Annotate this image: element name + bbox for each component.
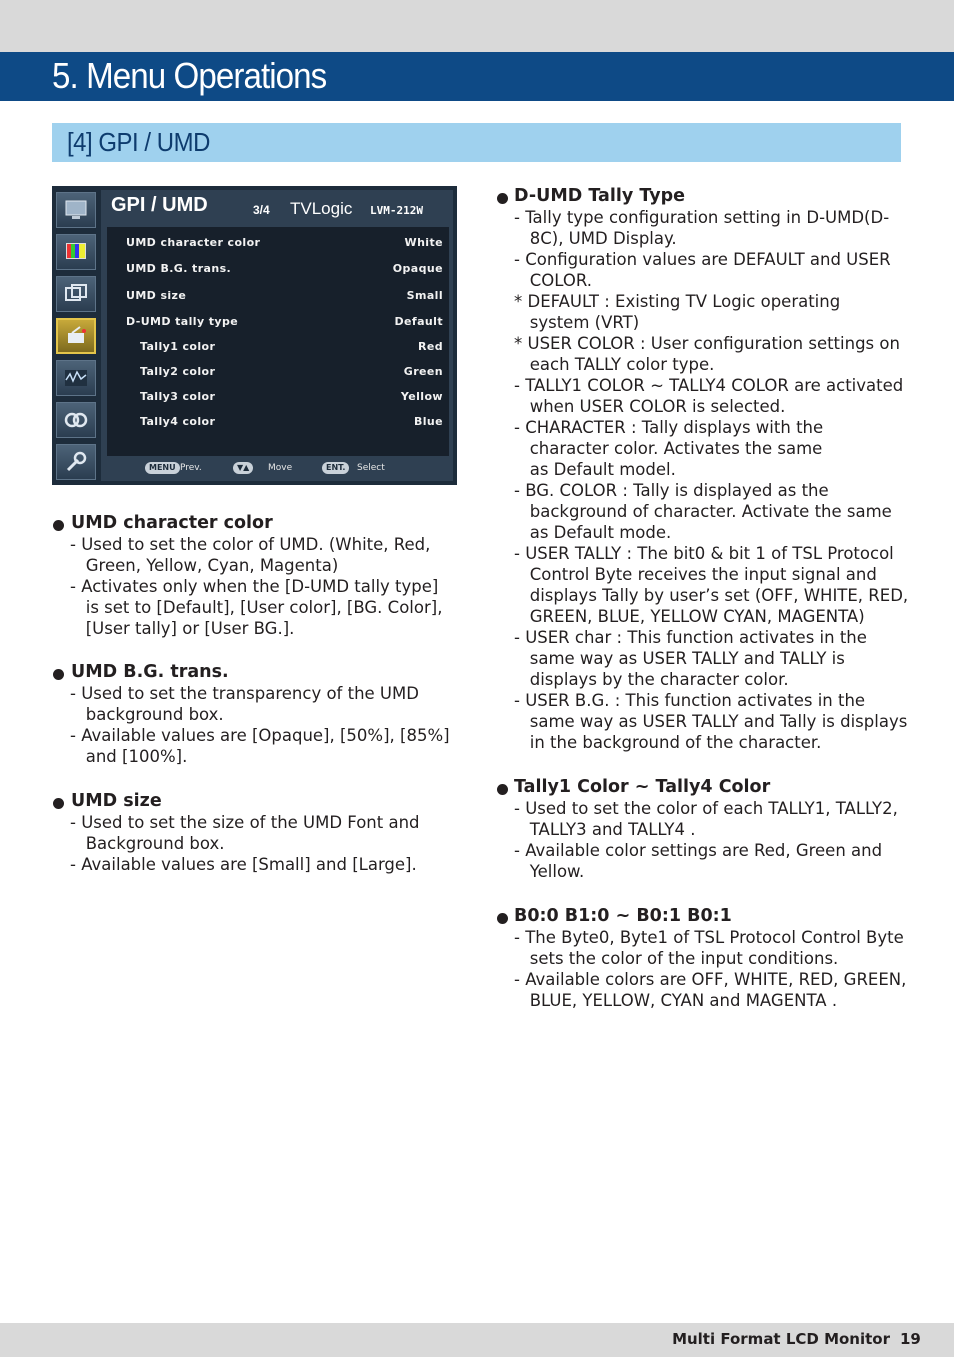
osd-row-label: Tally3 color: [140, 390, 216, 403]
item-line: - USER char : This function activates in the: [514, 628, 867, 647]
osd-model-name: LVM-212W: [370, 204, 423, 217]
item-line: is set to [Default], [User color], [BG. Color],: [70, 598, 443, 617]
osd-brand-logo: TVLogic: [290, 199, 353, 218]
gpi-umd-icon: [56, 318, 96, 354]
bullet-icon: [497, 193, 508, 204]
bullet-icon: [497, 784, 508, 795]
item-line: - Used to set the transparency of the UMD: [70, 684, 419, 703]
osd-row-tally2-color[interactable]: [107, 362, 449, 382]
footer-product-name: Multi Format LCD Monitor: [672, 1330, 890, 1348]
item-line: system (VRT): [514, 313, 640, 332]
osd-row-label: UMD size: [126, 289, 187, 302]
item-title: B0:0 B1:0 ~ B0:1 B0:1: [514, 906, 732, 926]
osd-row-label: UMD B.G. trans.: [126, 262, 232, 275]
osd-row-value: Red: [417, 340, 443, 353]
item-line: COLOR.: [514, 271, 592, 290]
item-line: BLUE, YELLOW, CYAN and MAGENTA .: [514, 991, 838, 1010]
bullet-icon: [53, 669, 64, 680]
item-line: as Default mode.: [514, 523, 672, 542]
item-line: Background box.: [70, 834, 225, 853]
osd-row-d-umd-tally-type[interactable]: [107, 312, 449, 332]
osd-row-value: Default: [394, 315, 443, 328]
osd-row-label: Tally2 color: [140, 365, 216, 378]
item-line: Yellow.: [514, 862, 585, 881]
osd-row-value: Small: [406, 289, 443, 302]
item-line: background box.: [70, 705, 224, 724]
enter-key-icon: ENT.: [322, 462, 349, 474]
osd-row-umd-size[interactable]: [107, 286, 449, 306]
item-line: character color. Activates the same: [514, 439, 823, 458]
item-line: displays by the character color.: [514, 670, 789, 689]
osd-row-value: Yellow: [400, 390, 443, 403]
item-line: [User tally] or [User BG.].: [70, 619, 295, 638]
osd-menu-screenshot: [52, 186, 457, 485]
osd-key-hints: [101, 458, 453, 480]
section-title: [4] GPI / UMD: [67, 127, 210, 157]
item-line: sets the color of the input conditions.: [514, 949, 839, 968]
item-line: * DEFAULT : Existing TV Logic operating: [514, 292, 841, 311]
item-line: each TALLY color type.: [514, 355, 715, 374]
item-line: - Available values are [Opaque], [50%], [85%]: [70, 726, 450, 745]
move-key-hint: Move: [268, 463, 293, 473]
osd-row-value: Green: [403, 365, 443, 378]
item-line: Control Byte receives the input signal and: [514, 565, 877, 584]
osd-main-panel: [101, 190, 453, 481]
osd-page-indicator: 3/4: [253, 203, 270, 217]
item-title: Tally1 Color ~ Tally4 Color: [514, 777, 771, 797]
item-line: displays Tally by user’s set (OFF, WHITE, RED,: [514, 586, 909, 605]
item-line: - USER B.G. : This function activates in the: [514, 691, 866, 710]
enter-key-hint: Select: [357, 463, 385, 473]
item-line: - BG. COLOR : Tally is displayed as the: [514, 481, 829, 500]
item-line: same way as USER TALLY and TALLY is: [514, 649, 845, 668]
osd-row-tally3-color[interactable]: [107, 387, 449, 407]
item-line: background of character. Activate the same: [514, 502, 892, 521]
osd-title: GPI / UMD: [111, 194, 208, 216]
waveform-icon: [56, 360, 96, 396]
bullet-icon: [497, 913, 508, 924]
osd-row-tally4-color[interactable]: [107, 412, 449, 432]
item-line: GREEN, BLUE, YELLOW CYAN, MAGENTA): [514, 607, 865, 626]
item-line: * USER COLOR : User configuration settings on: [514, 334, 900, 353]
bullet-icon: [53, 520, 64, 531]
menu-key-icon: MENU: [145, 462, 180, 474]
page-number: 19: [900, 1330, 921, 1348]
item-title: D-UMD Tally Type: [514, 186, 686, 206]
tools-icon: [56, 444, 96, 480]
item-line: and [100%].: [70, 747, 188, 766]
osd-header: [101, 190, 453, 224]
osd-row-tally1-color[interactable]: [107, 337, 449, 357]
item-line: - Used to set the color of each TALLY1, TALLY2,: [514, 799, 898, 818]
item-line: - The Byte0, Byte1 of TSL Protocol Control Byte: [514, 928, 904, 947]
item-title: UMD B.G. trans.: [71, 662, 229, 682]
top-strip: [0, 0, 954, 52]
chapter-title: 5. Menu Operations: [52, 55, 327, 96]
multi-window-icon: [56, 276, 96, 312]
menu-key-hint: Prev.: [180, 463, 202, 473]
item-line: - Configuration values are DEFAULT and USER: [514, 250, 891, 269]
item-line: - Available colors are OFF, WHITE, RED, GREEN,: [514, 970, 907, 989]
osd-row-value: Opaque: [392, 262, 443, 275]
osd-settings-list: [107, 227, 449, 456]
item-line: Green, Yellow, Cyan, Magenta): [70, 556, 339, 575]
color-bars-icon: [56, 234, 96, 270]
item-line: - Used to set the color of UMD. (White, Red,: [70, 535, 431, 554]
osd-row-label: Tally4 color: [140, 415, 216, 428]
osd-sidebar: [54, 190, 101, 482]
item-line: 8C), UMD Display.: [514, 229, 677, 248]
item-line: - Tally type configuration setting in D-UMD(D-: [514, 208, 890, 227]
osd-row-value: Blue: [413, 415, 443, 428]
osd-row-label: D-UMD tally type: [126, 315, 239, 328]
item-title: UMD size: [71, 791, 162, 811]
osd-row-value: White: [404, 236, 443, 249]
item-title: UMD character color: [71, 513, 273, 533]
move-key-icon: ▼▲: [233, 462, 253, 474]
osd-row-umd-character-color[interactable]: [107, 233, 449, 253]
item-line: - USER TALLY : The bit0 & bit 1 of TSL Protocol: [514, 544, 894, 563]
item-line: as Default model.: [514, 460, 676, 479]
item-line: - Available values are [Small] and [Large].: [70, 855, 417, 874]
link-icon: [56, 402, 96, 438]
osd-row-umd-bg-trans[interactable]: [107, 259, 449, 279]
item-line: - TALLY1 COLOR ~ TALLY4 COLOR are activated: [514, 376, 904, 395]
item-line: - Available color settings are Red, Green and: [514, 841, 883, 860]
item-line: - Used to set the size of the UMD Font and: [70, 813, 420, 832]
osd-row-label: Tally1 color: [140, 340, 216, 353]
monitor-icon: [56, 192, 96, 228]
item-line: - Activates only when the [D-UMD tally type]: [70, 577, 439, 596]
bullet-icon: [53, 798, 64, 809]
item-line: same way as USER TALLY and Tally is displays: [514, 712, 908, 731]
item-line: when USER COLOR is selected.: [514, 397, 786, 416]
osd-row-label: UMD character color: [126, 236, 261, 249]
item-line: in the background of the character.: [514, 733, 822, 752]
item-line: - CHARACTER : Tally displays with the: [514, 418, 824, 437]
item-line: TALLY3 and TALLY4 .: [514, 820, 696, 839]
